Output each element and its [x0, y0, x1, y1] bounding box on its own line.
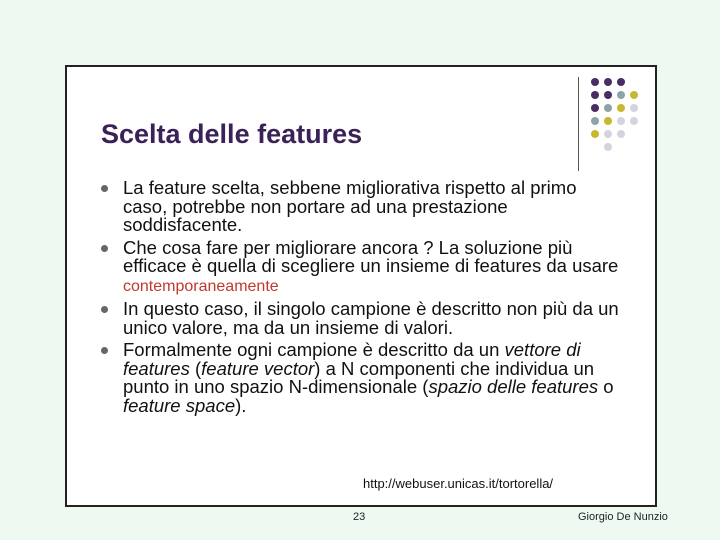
bullet-dot-icon [101, 306, 108, 313]
decorative-dot [630, 130, 638, 138]
decorative-dot [604, 130, 612, 138]
decorative-dot [630, 91, 638, 99]
decorative-dot-grid [589, 76, 640, 153]
bullet-text-segment: ( [189, 357, 202, 379]
decorative-dot [630, 117, 638, 125]
bullet-dot-icon [101, 347, 108, 354]
decorative-dot [617, 91, 625, 99]
decorative-dot [617, 104, 625, 112]
bullet-item [101, 236, 621, 297]
bullet-item [101, 341, 621, 415]
bullet-text-segment: ) a N componenti che individua un punto in uno spazio N-dimensionale ( [123, 357, 595, 397]
bullet-item [101, 179, 621, 235]
bullet-text-segment: Formalmente ogni campione è descritto da un [123, 339, 505, 360]
bullet-text-segment: spazio delle features [428, 376, 599, 397]
bullet-dot-icon [101, 185, 108, 192]
bullet-text-segment: o [598, 376, 614, 397]
bullet-text-segment: ). [235, 394, 247, 416]
decorative-dot [604, 104, 612, 112]
decorative-dot [591, 78, 599, 86]
decorative-dot [630, 78, 638, 86]
author-name: Giorgio De Nunzio [578, 511, 668, 523]
decorative-dot [604, 91, 612, 99]
bullet-text-segment: vettore di features [123, 339, 581, 379]
bullet-text-segment: In questo caso, il singolo campione è descritto non più da un unico valore, ma da un insieme di valori. [123, 298, 619, 338]
bullet-dot-icon [101, 245, 108, 252]
bullet-text-segment: feature space [123, 394, 236, 416]
decorative-dot [604, 78, 612, 86]
decorative-dot [617, 78, 625, 86]
bullet-text-segment: Che cosa fare per migliorare ancora ? La soluzione più efficace è quella di scegliere un insieme di features da usare [123, 236, 619, 276]
bullet-text-segment: feature vector [201, 357, 315, 379]
divider-line [578, 77, 579, 171]
decorative-dot [591, 143, 599, 151]
decorative-dot [604, 117, 612, 125]
bullet-text-segment: contemporaneamente [123, 277, 279, 295]
slide-frame [65, 65, 657, 507]
decorative-dot [604, 143, 612, 151]
bullet-text-segment: La feature scelta, sebbene migliorativa rispetto al primo caso, potrebbe non portare ad una prestazione soddisfacente. [123, 177, 577, 235]
decorative-dot [591, 104, 599, 112]
decorative-dot [617, 130, 625, 138]
decorative-dot [617, 143, 625, 151]
decorative-dot [591, 130, 599, 138]
decorative-dot [591, 91, 599, 99]
page-number: 23 [353, 511, 366, 523]
source-url: http://webuser.unicas.it/tortorella/ [363, 476, 554, 491]
bullet-item [101, 300, 621, 337]
decorative-dot [630, 104, 638, 112]
decorative-dot [591, 117, 599, 125]
bullet-list [101, 179, 621, 419]
decorative-dot [630, 143, 638, 151]
decorative-dot [617, 117, 625, 125]
slide-title: Scelta delle features [101, 119, 363, 149]
